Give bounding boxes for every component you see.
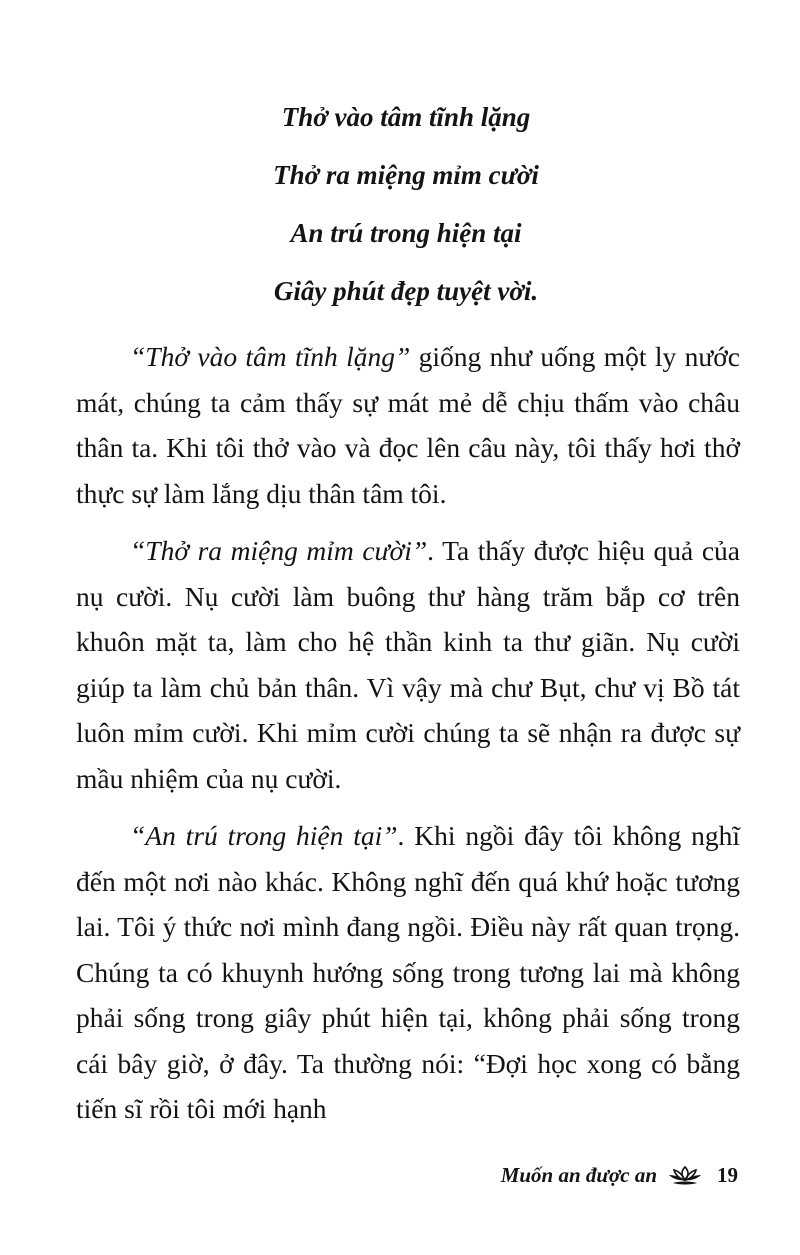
paragraph-text: . Khi ngồi đây tôi không nghĩ đến một nơi nào khác. Không nghĩ đến quá khứ hoặc tương lai. Tôi ý thức nơi mình đang ngồi. Điều này rất quan trọng. Chúng ta có khuynh hướng sống trong tương lai mà không phải sống trong giây phút hiện tại, không phải sống trong cái bây giờ, ở đây. Ta thường nói: “Đợi học xong có bằng tiến sĩ rồi tôi mới hạnh (76, 820, 740, 1124)
poem-line: Thở vào tâm tĩnh lặng (281, 102, 531, 132)
body-text (76, 334, 740, 1144)
lotus-icon (667, 1165, 703, 1187)
poem-line: Thở ra miệng mỉm cười (273, 160, 539, 190)
paragraph (76, 528, 740, 801)
quoted-phrase: “An trú trong hiện tại” (130, 820, 398, 851)
quoted-phrase: “Thở vào tâm tĩnh lặng” (130, 341, 411, 372)
paragraph (76, 813, 740, 1132)
paragraph-text: . Ta thấy được hiệu quả của nụ cười. Nụ cười làm buông thư hàng trăm bắp cơ trên khuôn mặt ta, làm cho hệ thần kinh ta thư giãn. Nụ cười giúp ta làm chủ bản thân. Vì vậy mà chư Bụt, chư vị Bồ tát luôn mỉm cười. Khi mỉm cười chúng ta sẽ nhận ra được sự mầu nhiệm của nụ cười. (76, 535, 740, 794)
paragraph (76, 334, 740, 516)
poem-line: Giây phút đẹp tuyệt vời. (273, 276, 539, 306)
poem (0, 88, 800, 320)
poem-line: An trú trong hiện tại (290, 218, 522, 248)
paragraph-text: giống như uống một ly nước mát, chúng ta cảm thấy sự mát mẻ dễ chịu thấm vào châu thân ta. Khi tôi thở vào và đọc lên câu này, tôi thấy hơi thở thực sự làm lắng dịu thân tâm tôi. (76, 341, 740, 509)
book-title: Muốn an được an (500, 1163, 657, 1187)
quoted-phrase: “Thở ra miệng mỉm cười” (130, 535, 428, 566)
page-footer (501, 1163, 738, 1188)
page-number: 19 (717, 1163, 738, 1187)
